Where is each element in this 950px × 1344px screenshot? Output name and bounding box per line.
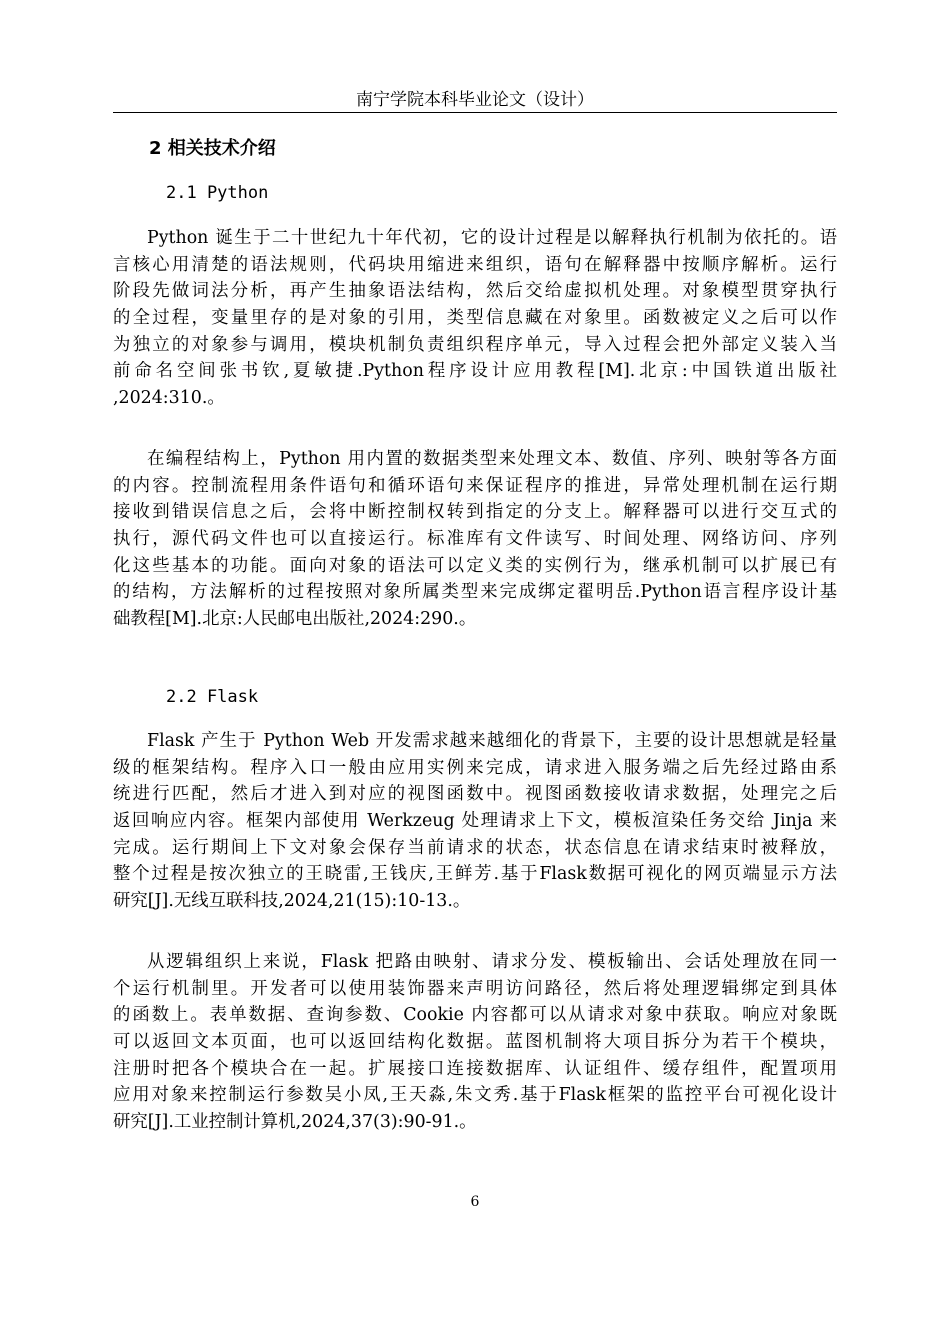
section-heading: 2 相关技术介绍: [149, 138, 276, 159]
text-line: 在编程结构上，Python 用内置的数据类型来处理文本、数值、序列、映射等各方面: [147, 449, 837, 469]
text-line: 完成。运行期间上下文对象会保存当前请求的状态，状态信息在请求结束时被释放，: [113, 837, 837, 858]
text-line: 的全过程，变量里存的是对象的引用，类型信息藏在对象里。函数被定义之后可以作: [113, 308, 837, 329]
page-header: 南宁学院本科毕业论文（设计）: [356, 90, 594, 110]
text-line: 级的框架结构。程序入口一般由应用实例来完成，请求进入服务端之后先经过路由系: [113, 757, 837, 778]
text-line: 注册时把各个模块合在一起。扩展接口连接数据库、认证组件、缓存组件，配置项用: [113, 1058, 837, 1079]
paragraph-python-2: [113, 446, 837, 633]
text-line: 础教程[M].北京:人民邮电出版社,2024:290.。: [113, 609, 477, 630]
text-line: 研究[J].工业控制计算机,2024,37(3):90-91.。: [113, 1112, 477, 1133]
text-line: 阶段先做词法分析，再产生抽象语法结构，然后交给虚拟机处理。对象模型贯穿执行: [113, 281, 837, 302]
text-line: 从逻辑组织上来说，Flask 把路由映射、请求分发、模板输出、会话处理放在同一: [147, 952, 837, 972]
text-line: 前命名空间张书钦,夏敏捷.Python程序设计应用教程[M].北京:中国铁道出版社: [113, 361, 837, 382]
text-line: 的函数上。表单数据、查询参数、Cookie 内容都可以从请求对象中获取。响应对象既: [113, 1005, 837, 1026]
text-line: Python 诞生于二十世纪九十年代初，它的设计过程是以解释执行机制为依托的。语: [147, 228, 837, 248]
text-line: 言核心用清楚的语法规则，代码块用缩进来组织，语句在解释器中按顺序解析。运行: [113, 254, 837, 275]
text-line: ,2024:310.。: [113, 388, 225, 409]
text-line: 为独立的对象参与调用，模块机制负责组织程序单元，导入过程会把外部定义装入当: [113, 334, 837, 355]
text-line: 应用对象来控制运行参数吴小凤,王天淼,朱文秀.基于Flask框架的监控平台可视化设计: [113, 1085, 837, 1106]
text-line: 研究[J].无线互联科技,2024,21(15):10-13.。: [113, 891, 471, 912]
header-rule: [113, 112, 837, 113]
paragraph-flask-2: [113, 949, 837, 1136]
text-line: 统进行匹配，然后才进入到对应的视图函数中。视图函数接收请求数据，处理完之后: [113, 784, 837, 805]
text-line: 化这些基本的功能。面向对象的语法可以定义类的实例行为，继承机制可以扩展已有: [113, 555, 837, 576]
paragraph-python-1: [113, 225, 837, 412]
text-line: 接收到错误信息之后，会将中断控制权转到指定的分支上。解释器可以进行交互式的: [113, 502, 837, 523]
page-number: 6: [470, 1194, 480, 1210]
text-line: 的结构，方法解析的过程按照对象所属类型来完成绑定翟明岳.Python语言程序设计基: [113, 582, 837, 603]
paragraph-flask-1: [113, 728, 837, 915]
text-line: Flask 产生于 Python Web 开发需求越来越细化的背景下，主要的设计思想就是轻量: [147, 731, 837, 751]
text-line: 个运行机制里。开发者可以使用装饰器来声明访问路径，然后将处理逻辑绑定到具体: [113, 978, 837, 999]
text-line: 返回响应内容。框架内部使用 Werkzeug 处理请求上下文，模板渲染任务交给 Jinja 来: [113, 811, 837, 832]
subsection-heading-flask: 2.2 Flask: [166, 687, 259, 707]
text-line: 整个过程是按次独立的王晓雷,王钱庆,王鲜芳.基于Flask数据可视化的网页端显示方法: [113, 864, 837, 885]
text-line: 的内容。控制流程用条件语句和循环语句来保证程序的推进，异常处理机制在运行期: [113, 475, 837, 496]
subsection-heading-python: 2.1 Python: [166, 183, 269, 203]
text-line: 执行，源代码文件也可以直接运行。标准库有文件读写、时间处理、网络访问、序列: [113, 529, 837, 550]
text-line: 可以返回文本页面，也可以返回结构化数据。蓝图机制将大项目拆分为若干个模块，: [113, 1032, 837, 1053]
